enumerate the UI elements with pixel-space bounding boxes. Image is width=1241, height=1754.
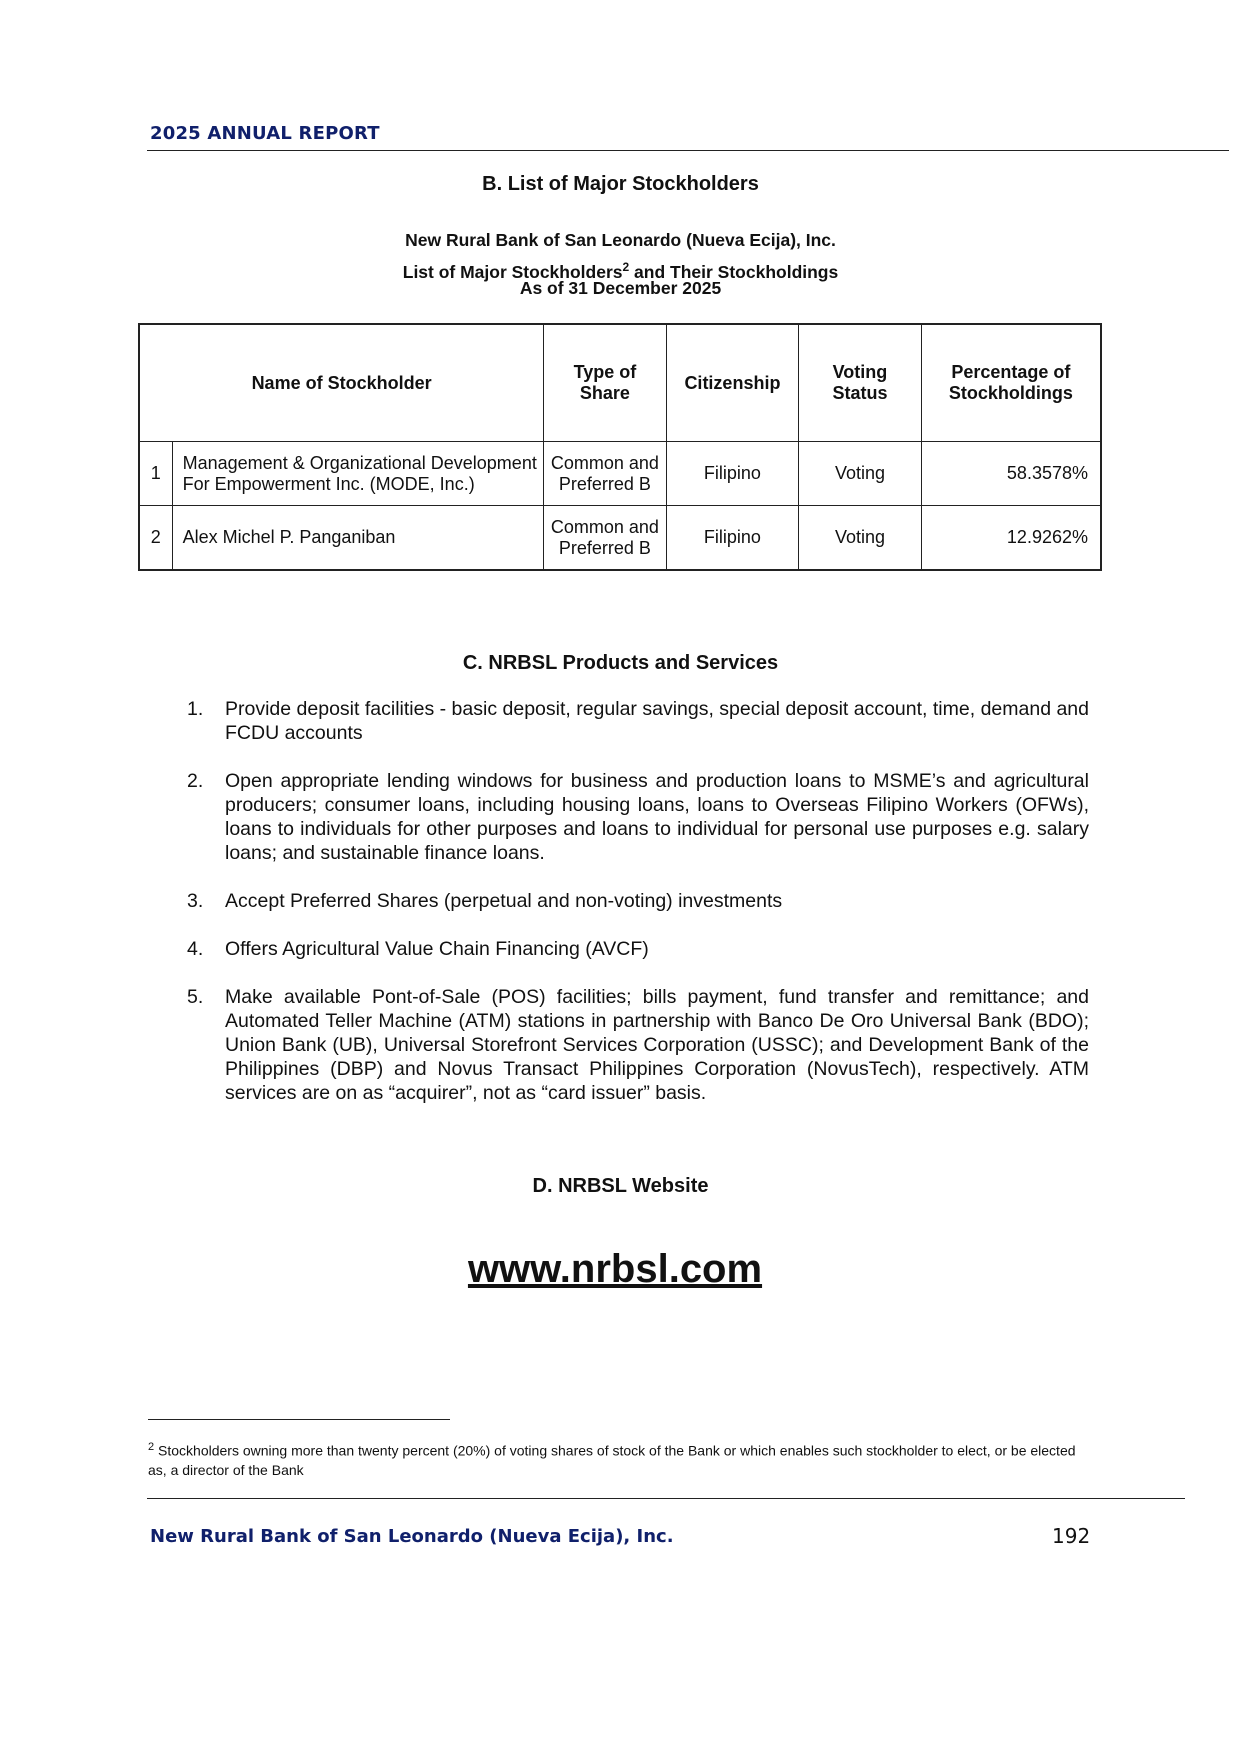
header-citizenship: Citizenship	[666, 324, 799, 442]
footer-rule	[147, 1498, 1185, 1499]
row-number: 1	[139, 442, 172, 506]
share-type: Common and Preferred B	[544, 506, 667, 571]
footnote-text: Stockholders owning more than twenty percent (20%) of voting shares of stock of the Bank or which enables such stockholder to elect, or be elected as, a director of the Bank	[148, 1442, 1076, 1478]
row-number: 2	[139, 506, 172, 571]
stockholders-table	[138, 323, 1102, 571]
share-type: Common and Preferred B	[544, 442, 667, 506]
table-row	[139, 442, 1101, 506]
footnote-rule	[148, 1419, 450, 1420]
section-b-heading: B. List of Major Stockholders	[482, 173, 759, 195]
item-number: 4.	[187, 938, 204, 960]
header-voting: Voting Status	[799, 324, 922, 442]
item-number: 5.	[187, 986, 204, 1008]
footer-bank-name: New Rural Bank of San Leonardo (Nueva Ecija), Inc.	[150, 1526, 674, 1547]
item-number: 3.	[187, 890, 204, 912]
item-text: Offers Agricultural Value Chain Financing (AVCF)	[225, 938, 649, 960]
item-number: 1.	[187, 698, 204, 720]
list-title-suffix: and Their Stockholdings	[629, 261, 839, 282]
item-text: Accept Preferred Shares (perpetual and non-voting) investments	[225, 890, 783, 912]
as-of-date: As of 31 December 2025	[519, 278, 722, 298]
list-item	[187, 697, 1089, 745]
percentage: 58.3578%	[921, 442, 1101, 506]
list-item	[187, 889, 1089, 913]
item-text: Make available Pont-of-Sale (POS) facilities; bills payment, fund transfer and remittance; and Automated Teller Machine (ATM) stations in partnership with Banco De Oro Universal Bank (BDO); Union Bank (UB), Universal Storefront Services Corporation (USSC); and Development Bank of the Philippines (DBP) and Novus Transact Philippines Corporation (NovusTech), respectively. ATM services are on as “acquirer”, not as “card issuer” basis.	[225, 986, 1089, 1104]
item-text: Provide deposit facilities - basic deposit, regular savings, special deposit account, time, demand and FCDU accounts	[225, 698, 1089, 744]
services-list	[187, 697, 1089, 1129]
footnote-mark: 2	[148, 1441, 155, 1453]
header-name: Name of Stockholder	[139, 324, 544, 442]
header-type: Type of Share	[544, 324, 667, 442]
list-item	[187, 769, 1089, 865]
footnote	[148, 1438, 1078, 1480]
bank-name-subtitle: New Rural Bank of San Leonardo (Nueva Ecija), Inc.	[405, 230, 836, 250]
report-header-title: 2025 ANNUAL REPORT	[150, 123, 380, 144]
table-row	[139, 506, 1101, 571]
voting-status: Voting	[799, 506, 922, 571]
list-item	[187, 937, 1089, 961]
page-number: 192	[1052, 1524, 1091, 1548]
voting-status: Voting	[799, 442, 922, 506]
header-rule	[147, 150, 1229, 151]
citizenship: Filipino	[666, 442, 799, 506]
website-link[interactable]: www.nrbsl.com	[467, 1247, 763, 1291]
percentage: 12.9262%	[921, 506, 1101, 571]
header-percentage: Percentage of Stockholdings	[921, 324, 1101, 442]
list-item	[187, 985, 1089, 1105]
footnote-ref: 2	[622, 260, 630, 274]
stockholder-name: Alex Michel P. Panganiban	[172, 506, 544, 571]
list-title-text: List of Major Stockholders	[402, 261, 623, 282]
section-c-heading: C. NRBSL Products and Services	[462, 652, 779, 674]
item-text: Open appropriate lending windows for business and production loans to MSME’s and agricultural producers; consumer loans, including housing loans, loans to Overseas Filipino Workers (OFWs), loans to individuals for other purposes and loans to individual for personal use purposes e.g. salary loans; and sustainable finance loans.	[225, 770, 1089, 864]
item-number: 2.	[187, 770, 204, 792]
table-header-row	[139, 324, 1101, 442]
citizenship: Filipino	[666, 506, 799, 571]
section-d-heading: D. NRBSL Website	[532, 1175, 709, 1197]
stockholder-name: Management & Organizational Development For Empowerment Inc. (MODE, Inc.)	[172, 442, 544, 506]
